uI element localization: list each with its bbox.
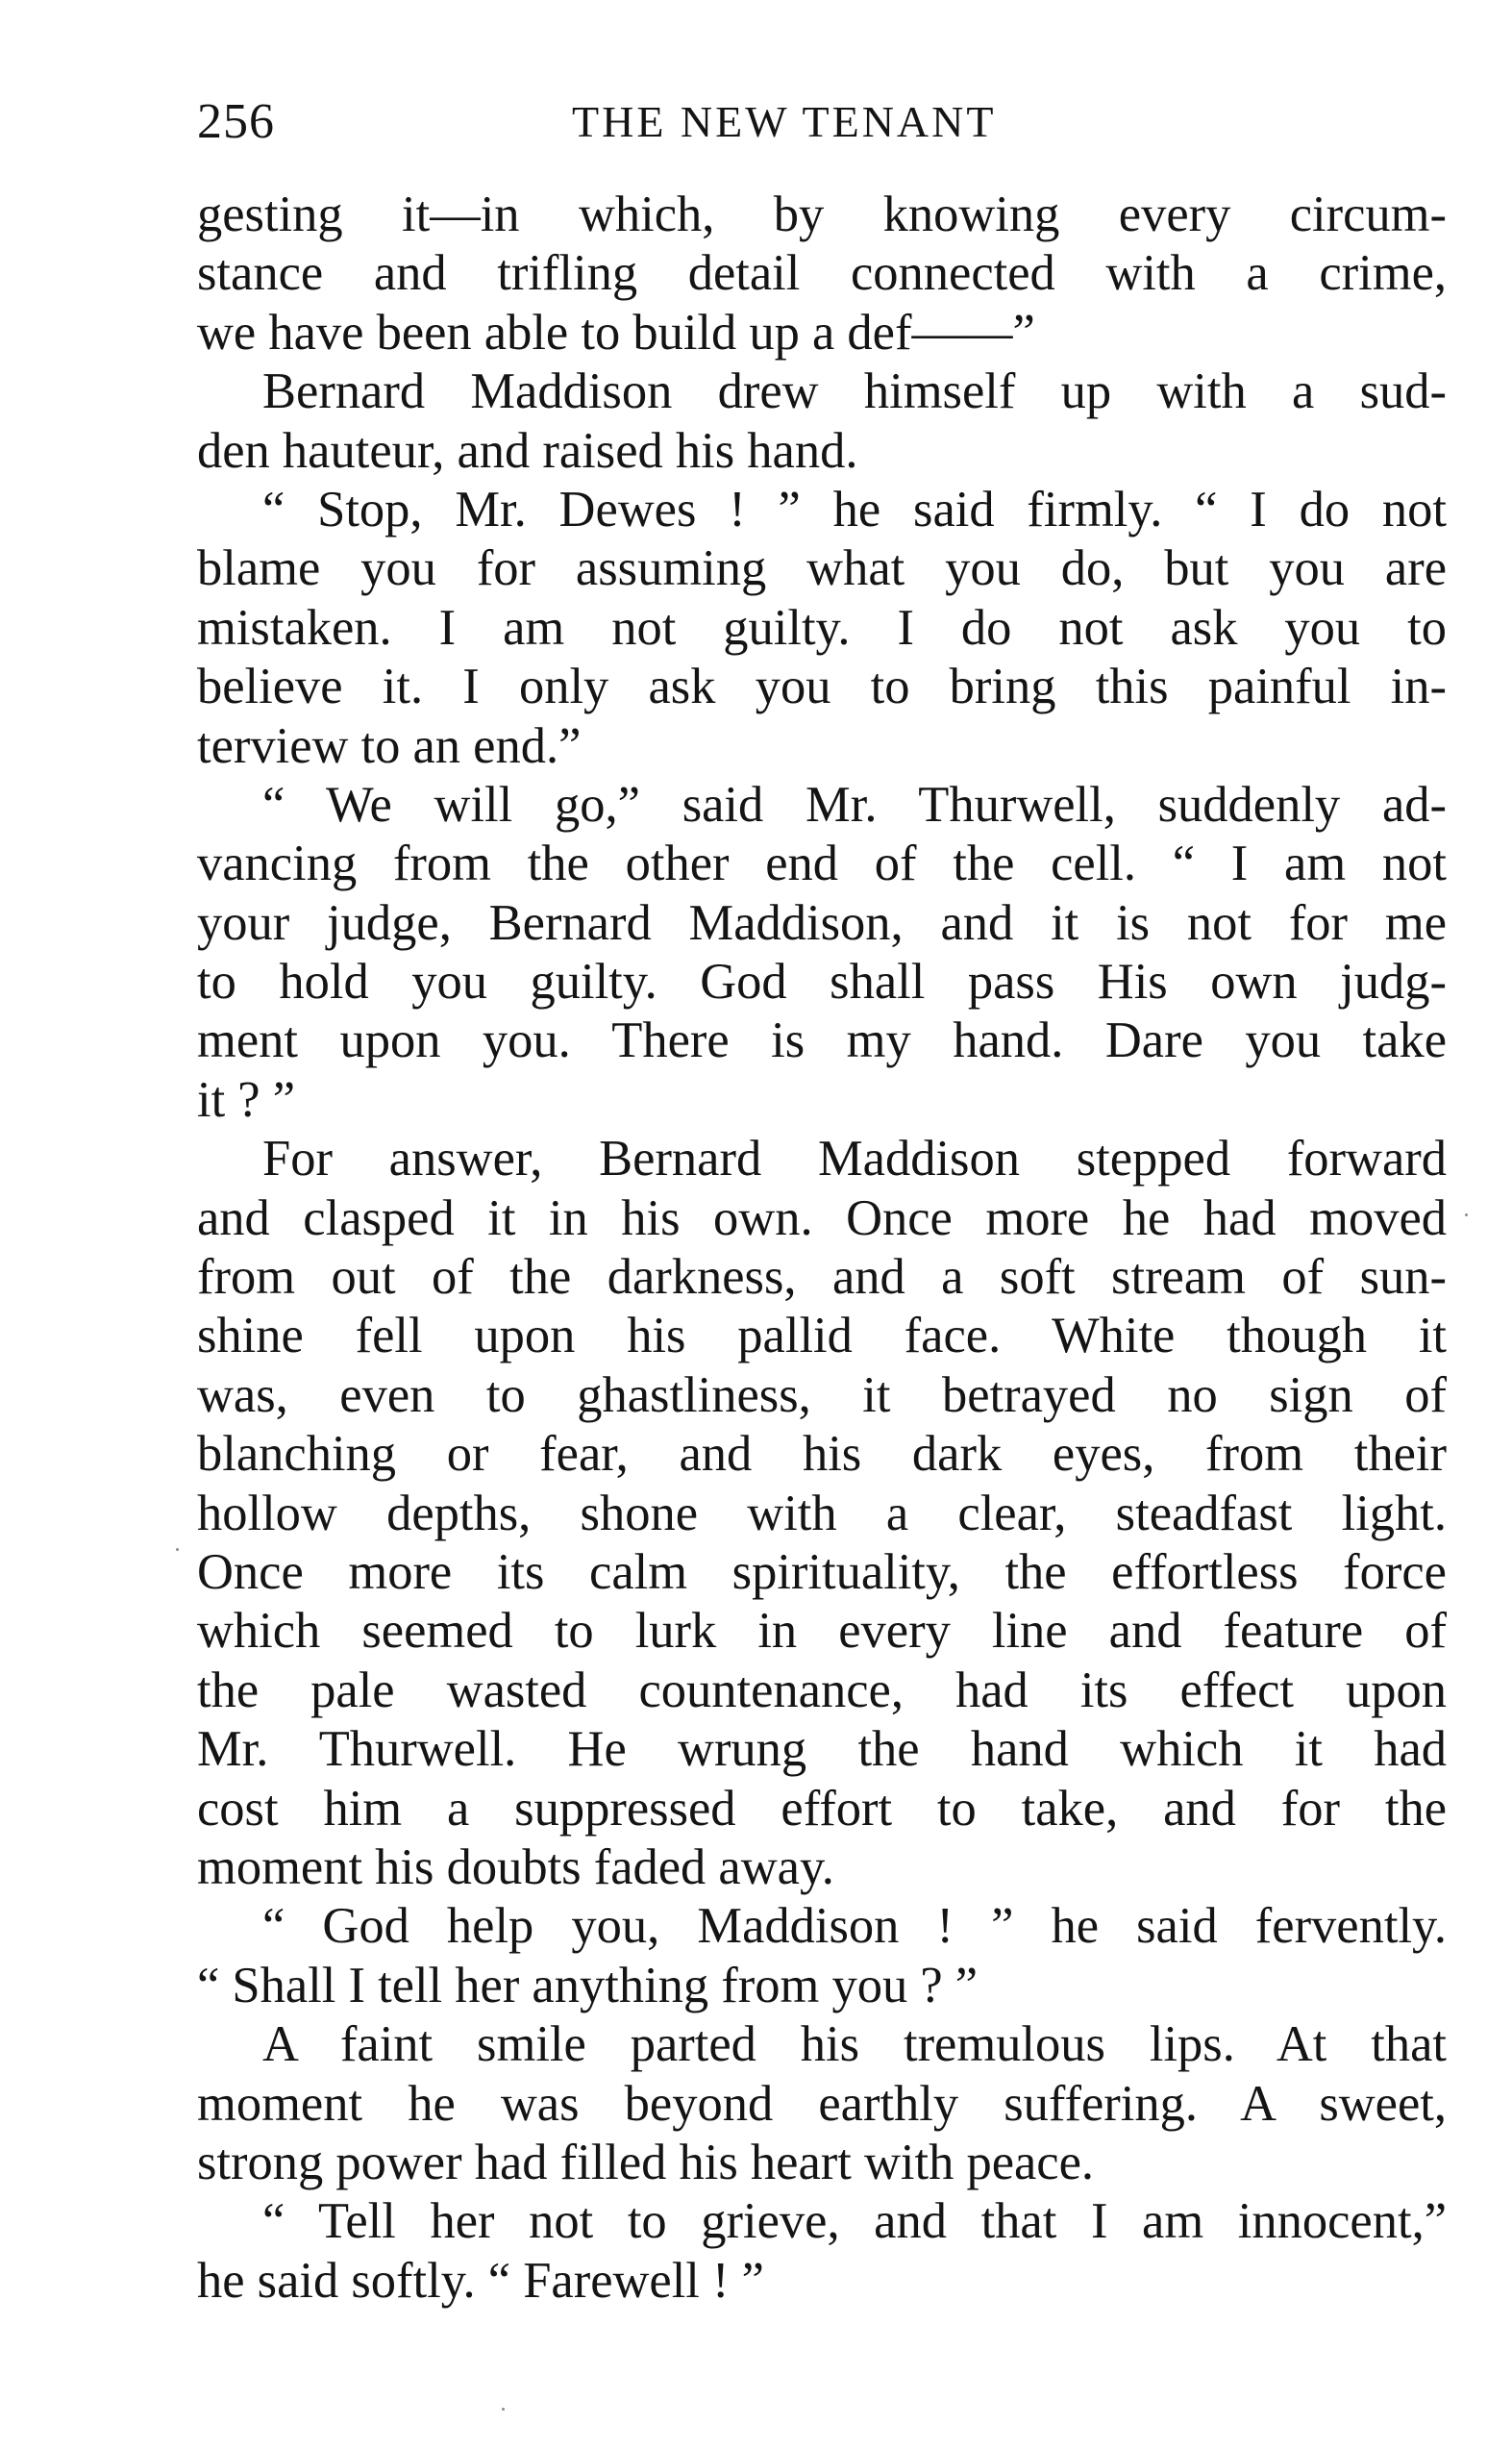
print-speck (502, 2408, 505, 2411)
text-line: the pale wasted countenance, had its effect upon (197, 1662, 1447, 1718)
text-line: it ? ” (197, 1071, 296, 1128)
body-text (197, 186, 1447, 2311)
text-line: “ Tell her not to grieve, and that I am innocent,” (262, 2193, 1447, 2250)
text-line: and clasped it in his own. Once more he had moved (197, 1189, 1447, 1246)
text-line: we have been able to build up a def——” (197, 304, 1035, 361)
running-title: THE NEW TENANT (572, 97, 997, 146)
text-line: For answer, Bernard Maddison stepped forward (262, 1131, 1447, 1188)
text-line: your judge, Bernard Maddison, and it is not for me (197, 894, 1447, 951)
text-line: Mr. Thurwell. He wrung the hand which it had (197, 1721, 1447, 1778)
text-line: “ We will go,” said Mr. Thurwell, suddenly ad- (262, 776, 1447, 833)
text-line: Bernard Maddison drew himself up with a sud- (262, 363, 1447, 420)
text-line: vancing from the other end of the cell. “ I am not (197, 836, 1447, 892)
text-line: which seemed to lurk in every line and feature of (197, 1603, 1447, 1660)
text-line: mistaken. I am not guilty. I do not ask you to (197, 599, 1447, 656)
text-line: hollow depths, shone with a clear, steadfast light. (197, 1485, 1447, 1541)
page-header (197, 88, 1447, 156)
text-line: believe it. I only ask you to bring this painful in- (197, 659, 1447, 715)
text-line: cost him a suppressed effort to take, and for the (197, 1780, 1447, 1837)
text-line: gesting it—in which, by knowing every circum- (197, 187, 1447, 242)
text-line: strong power had filled his heart with peace. (197, 2134, 1095, 2190)
print-speck (176, 1548, 179, 1551)
text-line: shine fell upon his pallid face. White though it (197, 1308, 1447, 1364)
page-number: 256 (197, 94, 275, 149)
print-speck (1465, 1213, 1468, 1216)
text-line: he said softly. “ Farewell ! ” (197, 2252, 764, 2309)
text-line: moment he was beyond earthly suffering. A sweet, (197, 2075, 1447, 2132)
text-line: from out of the darkness, and a soft stream of sun- (197, 1249, 1447, 1306)
text-line: den hauteur, and raised his hand. (197, 422, 858, 479)
text-line: terview to an end.” (197, 717, 582, 774)
text-line: “ God help you, Maddison ! ” he said fervently. (262, 1898, 1447, 1955)
text-line: blame you for assuming what you do, but you are (197, 540, 1447, 597)
text-line: “ Shall I tell her anything from you ? ” (197, 1957, 979, 2013)
text-line: to hold you guilty. God shall pass His own judg- (197, 954, 1447, 1011)
text-line: blanching or fear, and his dark eyes, from their (197, 1426, 1447, 1483)
text-line: Once more its calm spirituality, the effortless force (197, 1543, 1447, 1600)
text-line: A faint smile parted his tremulous lips. At that (262, 2016, 1447, 2073)
text-line: was, even to ghastliness, it betrayed no sign of (197, 1366, 1447, 1423)
text-line: stance and trifling detail connected with a crime, (197, 245, 1447, 302)
text-line: moment his doubts faded away. (197, 1838, 834, 1895)
text-line: “ Stop, Mr. Dewes ! ” he said firmly. “ I do not (262, 481, 1447, 538)
text-line: ment upon you. There is my hand. Dare you take (197, 1012, 1447, 1069)
